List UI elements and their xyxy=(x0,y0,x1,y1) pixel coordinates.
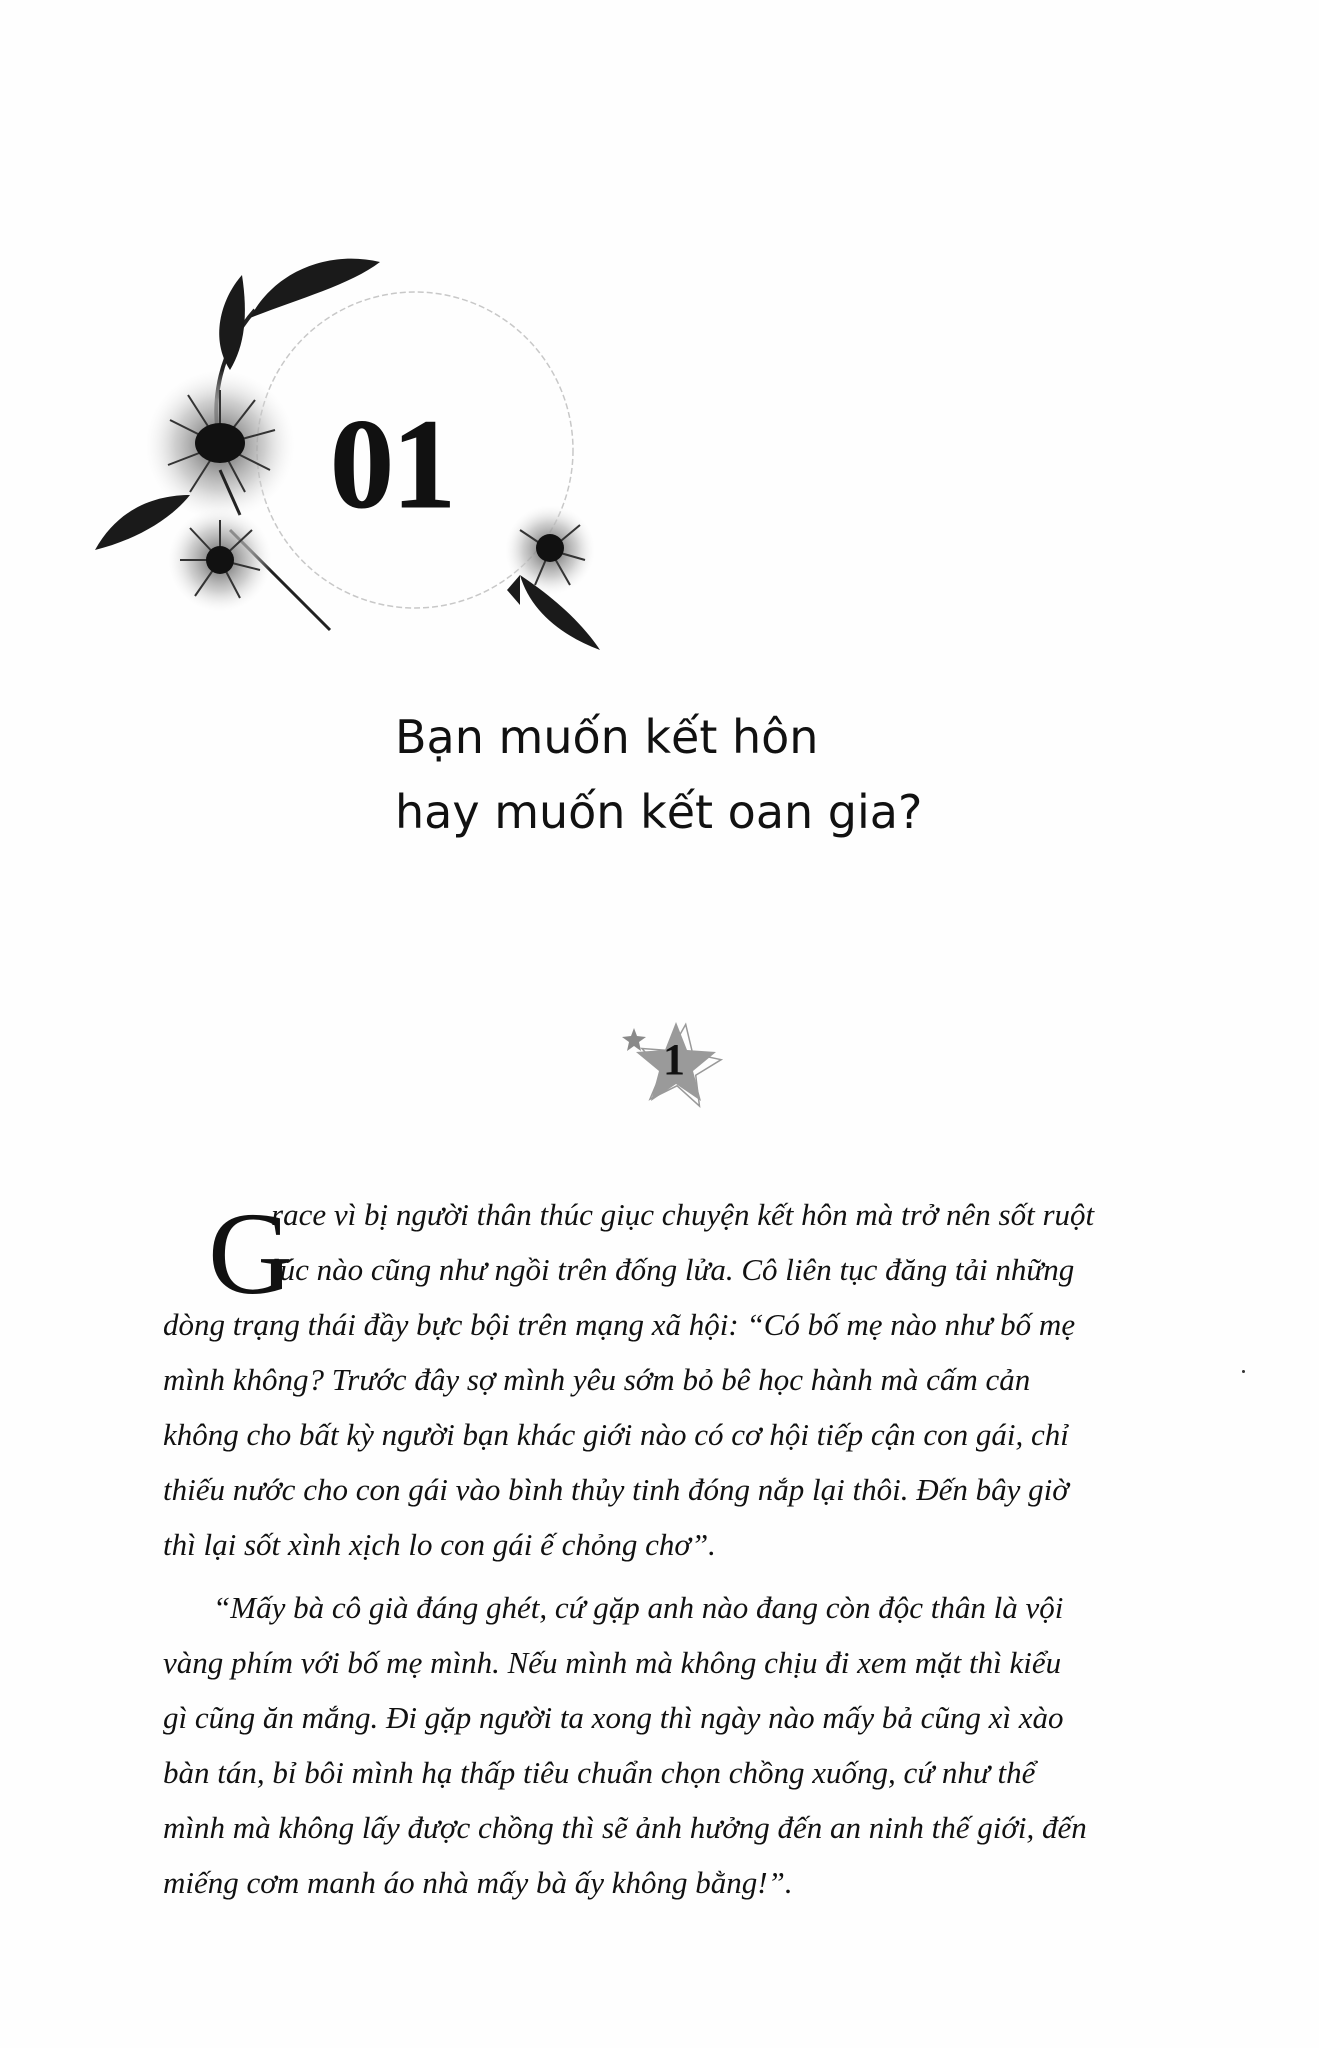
text-line: thì lại sốt xình xịch lo con gái ế chỏng chơ”. xyxy=(163,1527,716,1562)
text-line: dòng trạng thái đầy bực bội trên mạng xã hội: “Có bố mẹ nào như bố mẹ xyxy=(163,1307,1076,1342)
text-line: bàn tán, bỉ bôi mình hạ thấp tiêu chuẩn chọn chồng xuống, cứ như thể xyxy=(163,1755,1036,1790)
paragraph xyxy=(163,1580,1193,1910)
text-line: race vì bị người thân thúc giục chuyện kết hôn mà trở nên sốt ruột xyxy=(271,1197,1095,1232)
text-line: mình mà không lấy được chồng thì sẽ ảnh hưởng đến an ninh thế giới, đến xyxy=(163,1810,1087,1845)
body-text xyxy=(163,1187,1193,1910)
section-number: 1 xyxy=(663,1035,685,1084)
chapter-title xyxy=(395,700,922,850)
chapter-number: 01 xyxy=(330,393,454,535)
drop-cap: G xyxy=(208,1188,294,1319)
text-line: vàng phím với bố mẹ mình. Nếu mình mà không chịu đi xem mặt thì kiểu xyxy=(163,1645,1062,1680)
text-line: lúc nào cũng như ngồi trên đống lửa. Cô liên tục đăng tải những xyxy=(271,1252,1075,1287)
print-speck xyxy=(1242,1370,1245,1373)
text-line: mình không? Trước đây sợ mình yêu sớm bỏ bê học hành mà cấm cản xyxy=(163,1362,1031,1397)
text-line: “Mấy bà cô già đáng ghét, cứ gặp anh nào đang còn độc thân là vội xyxy=(213,1590,1064,1625)
text-line: không cho bất kỳ người bạn khác giới nào có cơ hội tiếp cận con gái, chỉ xyxy=(163,1417,1069,1452)
text-line: miếng cơm manh áo nhà mấy bà ấy không bằng!”. xyxy=(163,1865,793,1900)
chapter-title-line: hay muốn kết oan gia? xyxy=(395,785,923,839)
paragraph xyxy=(163,1187,1193,1572)
chapter-title-line: Bạn muốn kết hôn xyxy=(395,710,819,764)
text-line: thiếu nước cho con gái vào bình thủy tinh đóng nắp lại thôi. Đến bây giờ xyxy=(163,1472,1069,1507)
text-line: gì cũng ăn mắng. Đi gặp người ta xong thì ngày nào mấy bả cũng xì xào xyxy=(163,1700,1064,1735)
